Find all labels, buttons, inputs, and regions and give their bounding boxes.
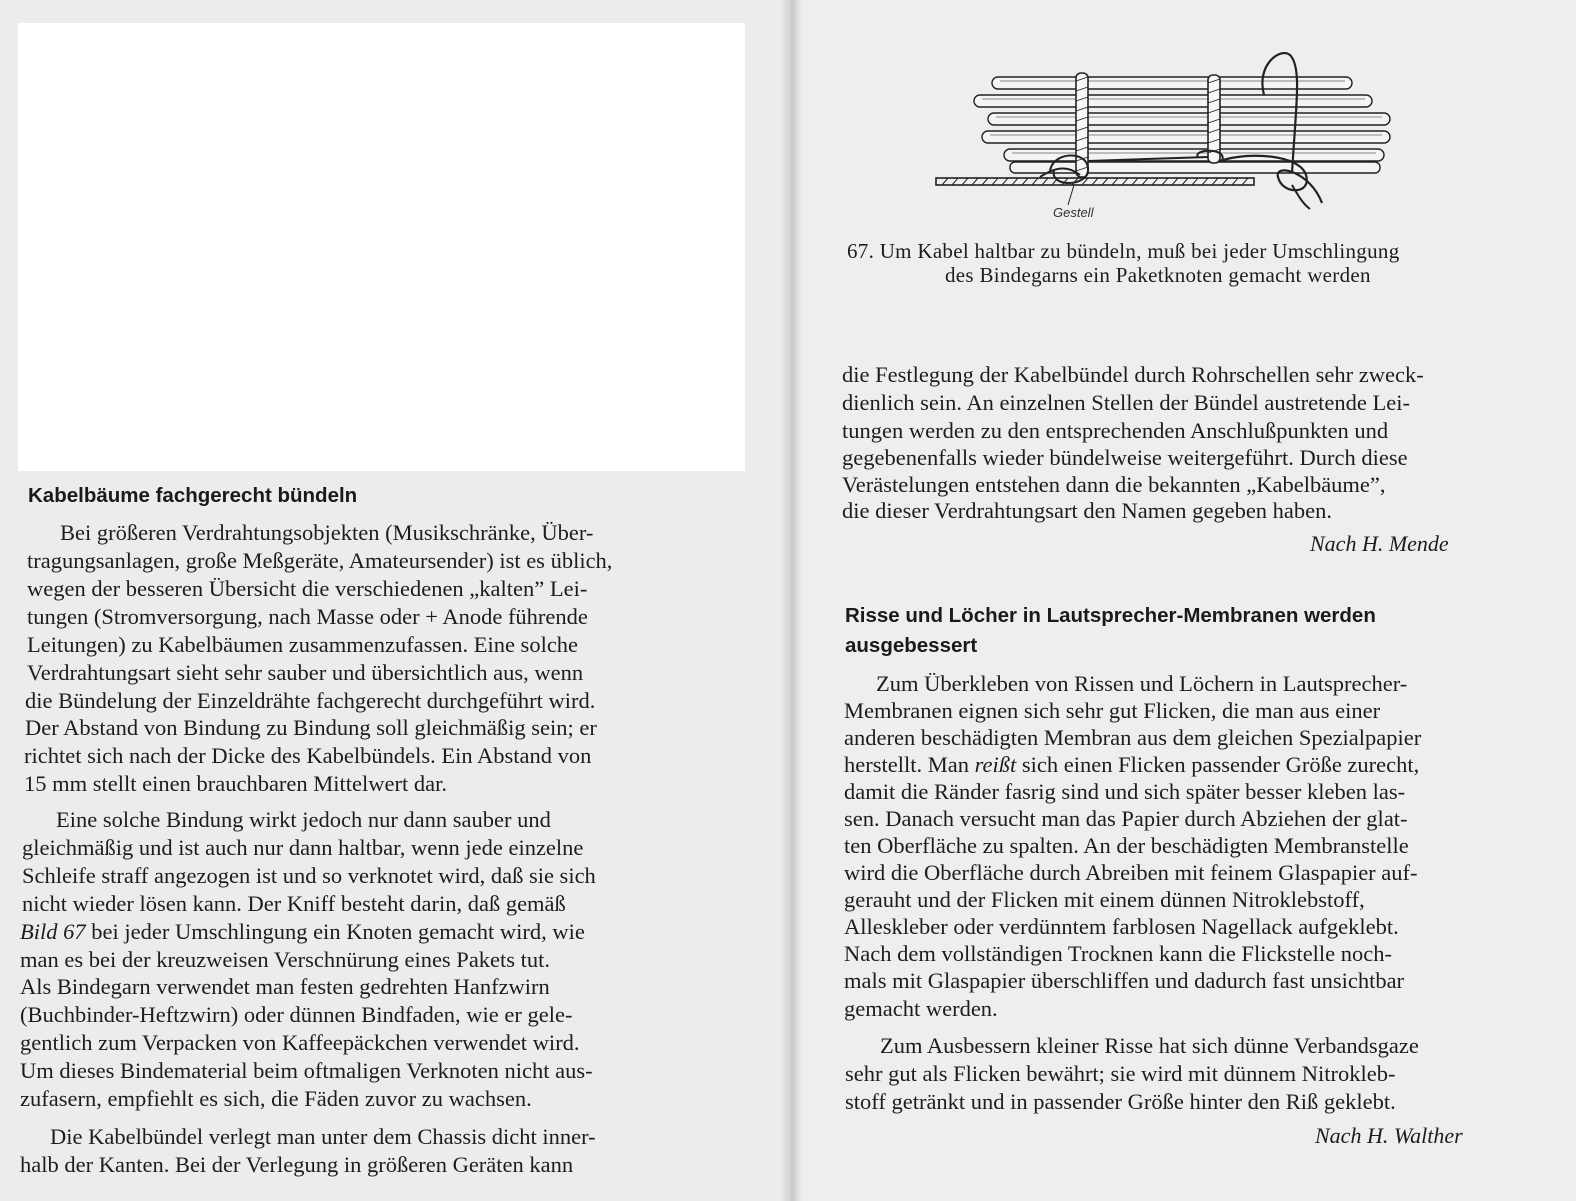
text-line: gleichmäßig und ist auch nur dann haltbar, wenn jede einzelne — [22, 835, 584, 860]
text-line: damit die Ränder fasrig sind und sich später besser kleben las- — [844, 779, 1406, 804]
text-line: Alleskleber oder verdünntem farblosen Nagellack aufgeklebt. — [844, 914, 1399, 939]
label-leader-line — [1068, 185, 1074, 205]
author-signature-walther: Nach H. Walther — [1315, 1123, 1463, 1148]
text-line: richtet sich nach der Dicke des Kabelbündels. Ein Abstand von — [24, 743, 592, 768]
text-line: dienlich sein. An einzelnen Stellen der Bündel austretende Lei- — [842, 390, 1410, 415]
text-line: die Bündelung der Einzeldrähte fachgerecht durchgeführt wird. — [25, 688, 596, 713]
text-line: wegen der besseren Übersicht die verschiedenen „kalten” Lei- — [27, 576, 588, 601]
text-line: herstellt. Man reißt sich einen Flicken passender Größe zurecht, — [844, 752, 1420, 777]
text-line: die Festlegung der Kabelbündel durch Rohrschellen sehr zweck- — [842, 362, 1424, 387]
frame-rail — [936, 178, 1254, 185]
text-line: Verästelungen entstehen dann die bekannten „Kabelbäume”, — [842, 472, 1386, 497]
text-line: gegebenenfalls wieder bündelweise weitergeführt. Durch diese — [842, 445, 1408, 470]
cable-bundle-figure — [930, 45, 1410, 225]
text-line: mals mit Glaspapier überschliffen und dadurch fast unsichtbar — [844, 968, 1405, 993]
text-line: gerauht und der Flicken mit einem dünnen Nitroklebstoff, — [844, 887, 1365, 912]
text-line: Eine solche Bindung wirkt jedoch nur dann sauber und — [56, 807, 551, 832]
text-line: wird die Oberfläche durch Abreiben mit feinem Glaspapier auf- — [844, 860, 1418, 885]
text-line: Als Bindegarn verwendet man festen gedrehten Hanfzwirn — [20, 974, 550, 999]
text-line: Membranen eignen sich sehr gut Flicken, die man aus einer — [844, 698, 1381, 723]
text-line: 15 mm stellt einen brauchbaren Mittelwert dar. — [24, 771, 447, 796]
figure-label-gestell: Gestell — [1053, 205, 1094, 220]
text-line: Die Kabelbündel verlegt man unter dem Chassis dicht inner- — [50, 1124, 596, 1149]
text-line: Zum Überkleben von Rissen und Löchern in Lautsprecher- — [876, 671, 1408, 696]
text-line: (Buchbinder-Heftzwirn) oder dünnen Bindfaden, wie er gele- — [20, 1002, 573, 1027]
emphasis-word: reißt — [974, 752, 1017, 777]
text-line: tungen werden zu den entsprechenden Anschlußpunkten und — [842, 418, 1389, 443]
text-line: stoff getränkt und in passender Größe hinter den Riß geklebt. — [845, 1089, 1396, 1114]
text-line: gemacht werden. — [844, 996, 998, 1021]
section-heading-kabelbaeume: Kabelbäume fachgerecht bündeln — [28, 484, 358, 507]
text-line: nicht wieder lösen kann. Der Kniff besteht darin, daß gemäß — [22, 891, 566, 916]
text-line: sen. Danach versucht man das Papier durch Abziehen der glat- — [844, 806, 1408, 831]
text-line: Um dieses Bindematerial beim oftmaligen Verknoten nicht aus- — [20, 1058, 593, 1083]
text-line: Verdrahtungsart sieht sehr sauber und übersichtlich aus, wenn — [27, 660, 584, 685]
text-line: tragungsanlagen, große Meßgeräte, Amateursender) ist es üblich, — [27, 548, 613, 573]
text-line: halb der Kanten. Bei der Verlegung in größeren Geräten kann — [20, 1152, 574, 1177]
book-gutter — [780, 0, 802, 1201]
text-line: anderen beschädigten Membran aus dem gleichen Spezialpapier — [844, 725, 1422, 750]
text-line: gentlich zum Verpacken von Kaffeepäckchen verwendet wird. — [20, 1030, 580, 1055]
text-line: ten Oberfläche zu spalten. An der beschädigten Membranstelle — [844, 833, 1409, 858]
text-line: sehr gut als Flicken bewährt; sie wird mit dünnem Nitrokleb- — [845, 1061, 1396, 1086]
section-heading-risse-line1: Risse und Löcher in Lautsprecher-Membranen werden — [845, 604, 1376, 627]
text-line: Bei größeren Verdrahtungsobjekten (Musikschränke, Über- — [60, 520, 594, 545]
blank-image-area — [18, 23, 745, 471]
text-line: Der Abstand von Bindung zu Bindung soll gleichmäßig sein; er — [25, 715, 597, 740]
figure-reference: Bild 67 — [20, 919, 86, 944]
text-line: die dieser Verdrahtungsart den Namen gegeben haben. — [842, 498, 1333, 523]
text-line: Schleife straff angezogen ist und so verknotet wird, daß sie sich — [22, 863, 596, 888]
caption-line: des Bindegarns ein Paketknoten gemacht werden — [945, 263, 1371, 287]
text-line: Leitungen) zu Kabelbäumen zusammenzufassen. Eine solche — [27, 632, 579, 657]
section-heading-risse-line2: ausgebessert — [845, 634, 978, 657]
text-line: Nach dem vollständigen Trocknen kann die Flickstelle noch- — [844, 941, 1393, 966]
author-signature-mende: Nach H. Mende — [1310, 531, 1449, 556]
text-line: Bild 67 bei jeder Umschlingung ein Knoten gemacht wird, wie — [20, 919, 585, 944]
text-line: Zum Ausbessern kleiner Risse hat sich dünne Verbandsgaze — [880, 1033, 1419, 1058]
text-line: man es bei der kreuzweisen Verschnürung eines Pakets tut. — [20, 947, 551, 972]
text-line: zufasern, empfiehlt es sich, die Fäden zuvor zu wachsen. — [20, 1086, 532, 1111]
text-line: tungen (Stromversorgung, nach Masse oder + Anode führende — [27, 604, 588, 629]
caption-line: 67. Um Kabel haltbar zu bündeln, muß bei jeder Umschlingung — [847, 239, 1400, 263]
right-page — [790, 0, 1576, 1201]
